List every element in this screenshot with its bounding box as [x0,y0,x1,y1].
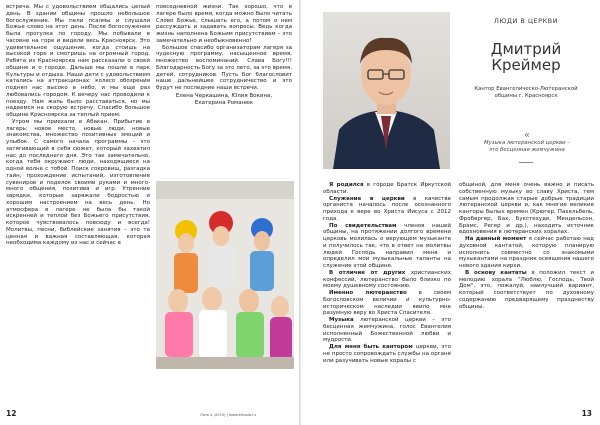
right-text-column-2 [459,182,594,310]
page-number: 12 [6,409,17,418]
page-number: 13 [581,409,592,418]
left-page [0,0,299,425]
person-last-name: Креймер [491,56,561,74]
paragraph [459,182,594,236]
paragraph: Большое спасибо организаторам лагеря за чудесную программу, насыщенное время, множество воспоминаний. Слава Богу!!! Благодарность Богу за это лето, за это время, детей, сотрудников. Пусть Бог благословит наше дальнейшее сотрудничество и это будут не последние наши встречи. [156,44,292,91]
paragraph-text: общиной, для меня очень важно и писать собственную музыку во славу Христа, тем самым продолжая старые добрые традиции лютеранской церкви и, как многие великие канторы былых времен (Крюгер, Пахельбель, Фробергер, Бах, Букстехуде, Мендельсон, Брамс, Регер и др.), находить источник вдохновения в лютеранских хоралах. [459,182,594,236]
pull-quote [471,140,583,154]
paragraph: Утром мы приехали в Абакан. Прибытие в лагерь: новое место, новые люди, новые знакомства, множество позитивных эмоций и улыбок. С самого начала программы – это затягивающий в себя сюжет, который захватил нас до последнего дня. Это так замечательно, когда тебя окружают люди, находящиеся на одной волне с тобой. Поиск сокровищ, разгадка тайн, прохождение испытаний, изготовление сувениров и поделок своими руками и много-много общения, позитива и игр. Утренние зарядки, которые заряжали бодростью и хорошим настроением на весь день. Но атмосфера в лагере не была бы такой искренней и теплой без Божьего присутствия, которое чувствовалось повсюду и всегда! Молитвы, песни, библейские занятия – это та ценная и важная составляющая, которая необходима каждому из нас и сейчас в [6,118,150,247]
quote-mark-icon: « [523,130,531,141]
lead-in: Музыка [329,317,354,323]
role-line: общины г. Красноярск [494,92,558,99]
signature-line: Елена Черкашина, Юлия Вокина, [175,92,273,99]
portrait-photo [323,12,450,169]
paragraph [459,270,594,311]
paragraph-text: в городе Братск Иркутской области. [323,182,452,195]
paragraph [323,182,451,196]
paragraph-text: в качестве органиста началось после осознанного прихода к вере во Христа Иисуса с 2012 года. [323,195,451,222]
lead-in: Служение в церкви [329,195,405,202]
paragraph [323,344,451,364]
left-text-column-2 [156,4,292,106]
paragraph-text: лютеранской церкви – это бесценная жемчужина, голос Евангелия исполненный Божественной любви и мудрости. [323,317,451,344]
paragraph-text: я сейчас работаю над духовной кантатой, которую планирую исполнить совместно со знакомыми музыкантами на праздник освящения нашего нового здания кирхи. [459,236,594,269]
lead-in: В основу кантаты [465,269,527,276]
lead-in: Я родился [329,182,364,188]
paragraph-text: церкви, это не просто сопровождать службы на органе или разучивать новые хоралы с [323,344,451,364]
article-signature [156,93,292,107]
person-first-name: Дмитрий [490,40,562,58]
lead-in: В отличие от других [329,269,406,276]
lead-in: Именно лютеранство [329,290,407,296]
paragraph [323,196,451,223]
lead-in: На данный момент [465,236,527,242]
paragraph-text: я положил текст и мелодию хорала "Люблю, Господь, Твой Дом", это, пожалуй, наилучший вариант, который соответствует по духовному содержанию предварящему празднеству общины. [459,269,594,310]
right-page [301,0,600,425]
paragraph: встреча. Мы с удовольствием общались целый день. В здании общины прошло небольшое богослужение. Мы пели псалмы и слушали Божье слово на этот день. После богослужения была прогулка по городу. Мы побывали в часовне на горе и видели весь Красноярск. Это удивительное ощущение, когда стоишь на высокой горе и смотришь на огромный город. Ребята из Красноярска нам рассказали о своей общине и о городе. Дальше мы пошли в парк Культуры и отдыха. Наши дети с удовольствием катались на аттракционах: колесо обозрения поднял нас высоко в небо, и мы еще раз любовались городом. К вечеру нас проводили к поезду. Нам жаль было расставаться, но мы надеемся на скорую встречу. Спасибо большое общине Красноярска за теплый прием. [6,4,150,118]
portrait-drawing [323,12,450,169]
paragraph-text: членов нашей общины, на протяжении долгого времени церковь молилась о верующем музыканте и получилось так, что в ответ на молитвы людей Господь направил меня и определил мои музыкальные таланты на служение этой общине. [323,222,451,269]
paragraph [323,270,451,290]
person-role [453,86,599,100]
paragraph [323,223,451,270]
paragraph-text: в своем Богословском величии и культурно-историческом наследии явило мне разумную веру во Христа Спасителя. [323,290,451,317]
right-text-column-1 [323,182,451,364]
quote-line: Музыка лютеранской церкви – [484,140,570,146]
paragraph [459,236,594,270]
quote-line: это бесценная жемчужина [489,146,565,153]
section-title: ЛЮДИ В ЦЕРКВИ [494,17,558,25]
left-text-column-1 [6,4,150,247]
signature-line: Екатерина Романюк [194,99,254,106]
paragraph: повседневной жизни. Так хорошо, что в лагере было время, когда можно было читать Слово Божье, слышать его, а потом о нем рассуждать и задавать вопросы. Ведь когда жизнь наполнена Божьим присутствием – это замечательно и необыкновенно! [156,4,292,44]
children-camp-photo-drawing [156,181,294,369]
footer-note: Лоза 4 (2019) | www.elkssib.ru [200,413,256,417]
quote-divider [519,162,533,163]
paragraph [323,290,451,317]
lead-in: По свидетельствам [329,222,397,229]
lead-in: Для меня быть кантором [329,344,413,350]
children-camp-photo [156,181,294,369]
paragraph-text: христианских конфессий, лютеранство было близко по моему душевному состоянию. [323,269,451,290]
role-line: Кантор Евангелическо-Лютеранской [474,86,578,92]
paragraph [323,317,451,344]
